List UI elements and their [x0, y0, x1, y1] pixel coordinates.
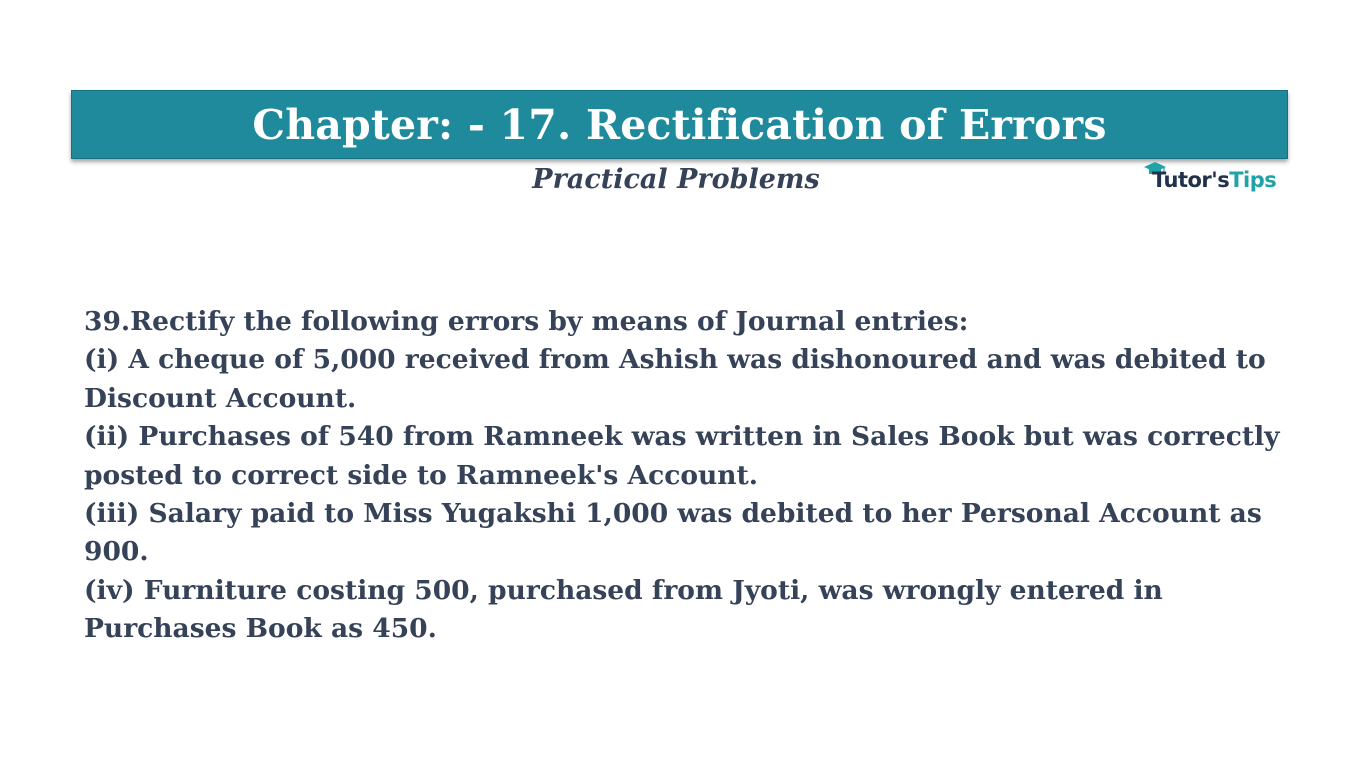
- question-item-3: (iii) Salary paid to Miss Yugakshi 1,000 was debited to her Personal Account as 900.: [84, 498, 1262, 568]
- question-item-2: (ii) Purchases of 540 from Ramneek was written in Sales Book but was correctly posted to correct side to Ramneek's Account.: [84, 421, 1280, 491]
- logo-text-tips: Tips: [1229, 168, 1277, 192]
- logo-text: [1152, 168, 1276, 192]
- chapter-title-banner: [71, 90, 1288, 159]
- chapter-title: Chapter: - 17. Rectification of Errors: [252, 100, 1107, 149]
- question-intro: 39.Rectify the following errors by means of Journal entries:: [84, 306, 969, 337]
- question-item-1: (i) A cheque of 5,000 received from Ashish was dishonoured and was debited to Discount Account.: [84, 344, 1266, 414]
- question-item-4: (iv) Furniture costing 500, purchased from Jyoti, was wrongly entered in Purchases Book as 450.: [84, 574, 1163, 645]
- question-body: [84, 303, 1284, 649]
- section-subtitle: Practical Problems: [532, 164, 820, 195]
- tutors-tips-logo: [1144, 160, 1290, 204]
- logo-text-tutors: Tutor's: [1152, 168, 1230, 192]
